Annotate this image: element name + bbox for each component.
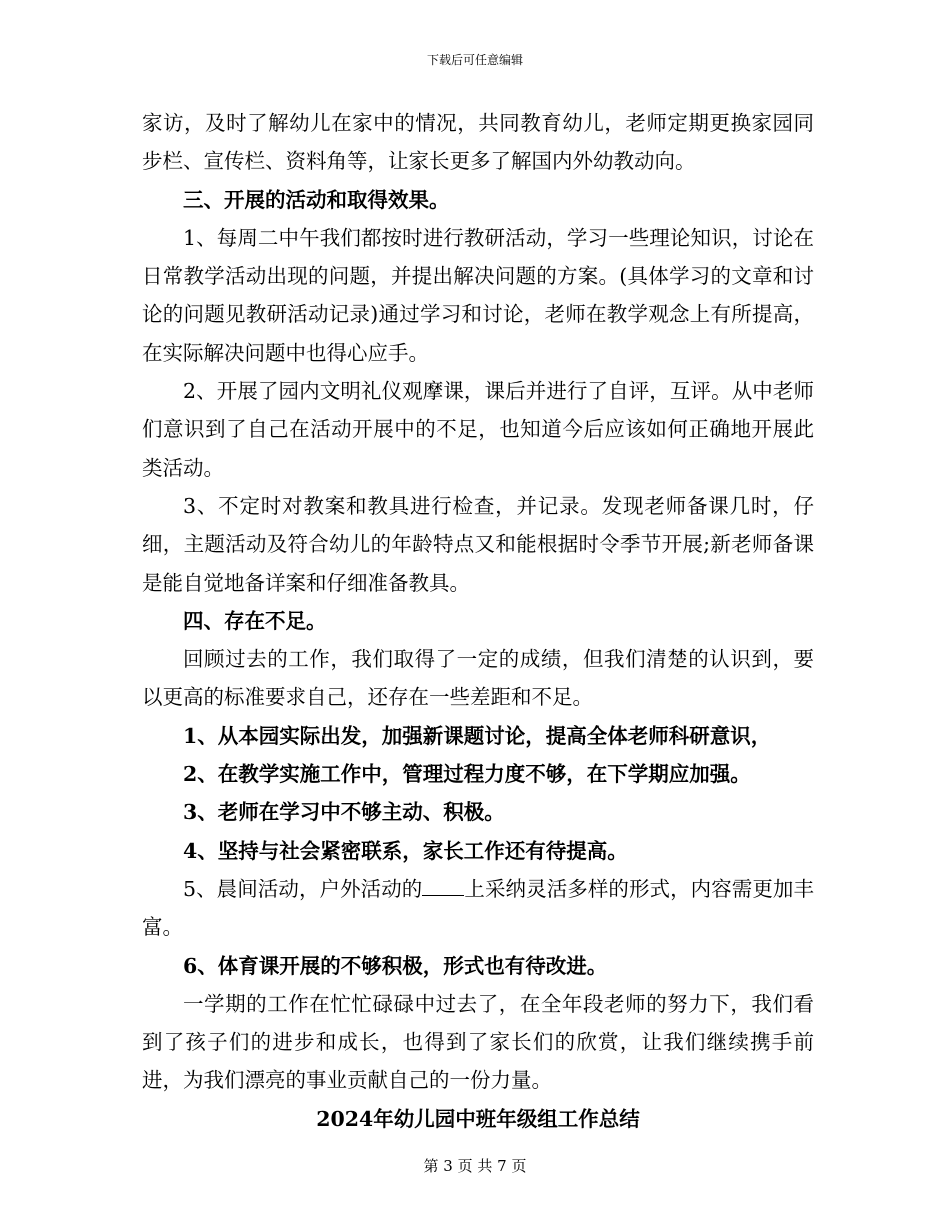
shortcoming-item-4: 4、坚持与社会紧密联系，家长工作还有待提高。 — [183, 838, 628, 863]
paragraph-item-3: 3、不定时对教案和教具进行检查，并记录。发现老师备课几时，仔细，主题活动及符合幼儿的年龄特点又和能根据时令季节开展;新老师备课是能自觉地备详案和仔细准备教具。 — [142, 493, 814, 595]
page-number-footer: 第 3 页 共 7 页 — [423, 1157, 527, 1175]
page-header-note: 下载后可任意编辑 — [426, 53, 523, 67]
document-body — [142, 104, 814, 1138]
item-5-text-before: 5、晨间活动，户外活动的 — [183, 876, 423, 901]
paragraph-conclusion: 一学期的工作在忙忙碌碌中过去了，在全年段老师的努力下，我们看到了孩子们的进步和成长，也得到了家长们的欣赏，让我们继续携手前进，为我们漂亮的事业贡献自己的一份力量。 — [142, 991, 814, 1093]
paragraph-item-1: 1、每周二中午我们都按时进行教研活动，学习一些理论知识，讨论在日常教学活动出现的问题，并提出解决问题的方案。(具体学习的文章和讨论的问题见教研活动记录)通过学习和讨论，老师在教学观念上有所提高，在实际解决问题中也得心应手。 — [142, 225, 814, 365]
shortcoming-item-3: 3、老师在学习中不够主动、积极。 — [183, 800, 505, 825]
next-document-title: 2024年幼儿园中班年级组工作总结 — [316, 1106, 640, 1131]
paragraph-item-2: 2、开展了园内文明礼仪观摩课，课后并进行了自评，互评。从中老师们意识到了自己在活动开展中的不足，也知道今后应该如何正确地开展此类活动。 — [142, 379, 814, 480]
paragraph-home-visit: 家访，及时了解幼儿在家中的情况，共同教育幼儿，老师定期更换家园同步栏、宣传栏、资料角等，让家长更多了解国内外幼教动向。 — [142, 111, 814, 174]
shortcoming-item-5 — [142, 870, 814, 947]
shortcoming-item-6: 6、体育课开展的不够积极，形式也有待改进。 — [183, 953, 608, 978]
item-5-text-after: 上采纳灵活多样的形式，内容需更加丰富。 — [142, 876, 815, 940]
paragraph-review: 回顾过去的工作，我们取得了一定的成绩，但我们清楚的认识到，要以更高的标准要求自己，还存在一些差距和不足。 — [142, 647, 814, 710]
section-heading-activities: 三、开展的活动和取得效果。 — [183, 187, 450, 212]
section-heading-shortcomings: 四、存在不足。 — [183, 608, 327, 633]
shortcoming-item-2: 2、在教学实施工作中，管理过程力度不够，在下学期应加强。 — [183, 762, 751, 787]
shortcoming-item-1: 1、从本园实际出发，加强新课题讨论，提高全体老师科研意识， — [183, 723, 772, 748]
fill-in-blank — [422, 877, 464, 896]
